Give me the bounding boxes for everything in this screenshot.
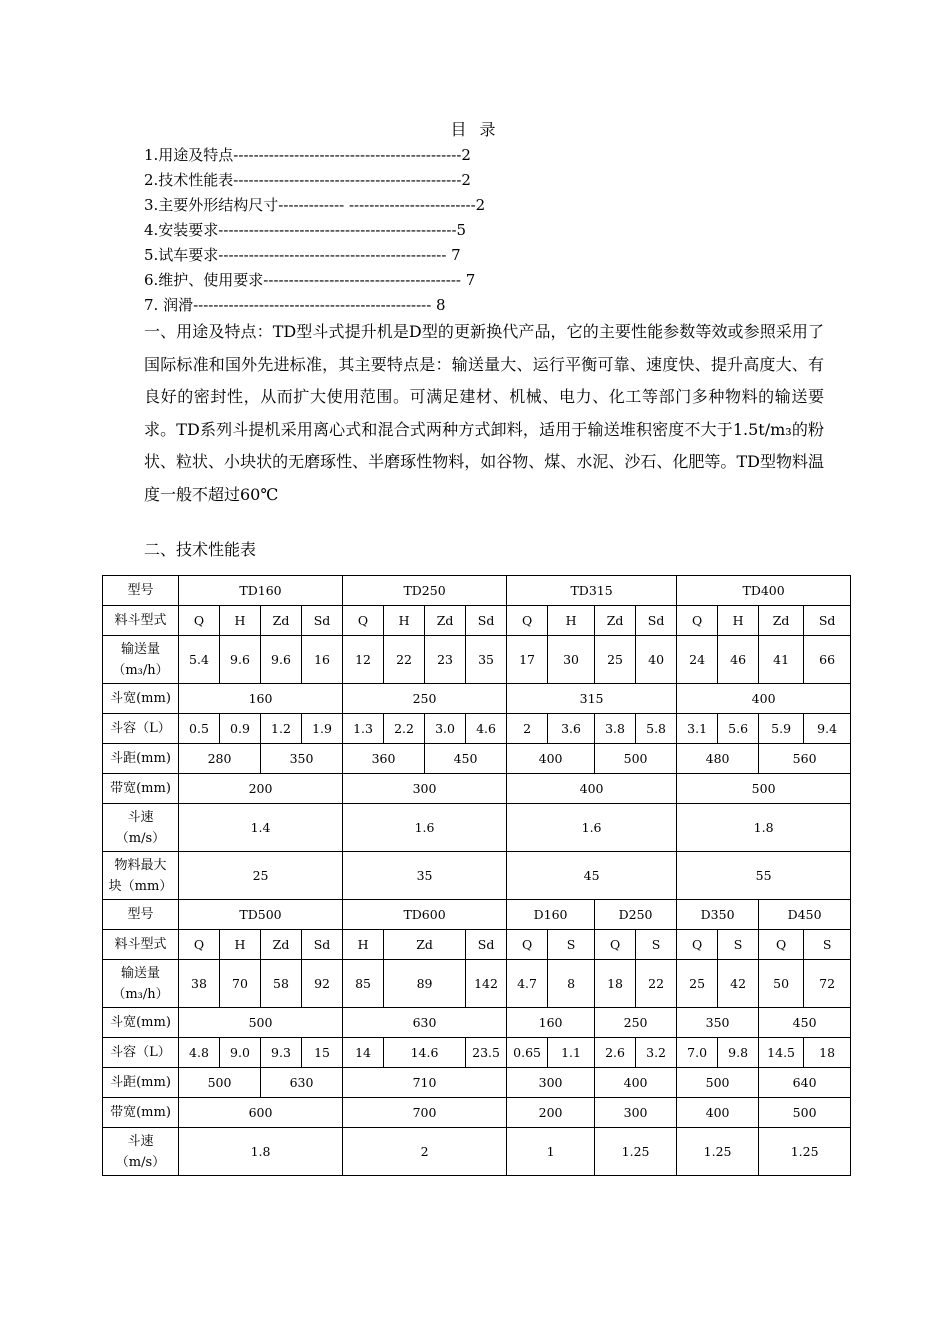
bucket-type-cell: Sd (302, 606, 343, 636)
capacity-cell: 30 (548, 636, 595, 684)
volume-cell: 2.6 (595, 1038, 636, 1068)
speed-cell: 1 (507, 1128, 595, 1176)
bucket-type-cell: Zd (425, 606, 466, 636)
volume-cell: 23.5 (466, 1038, 507, 1068)
capacity-cell: 72 (804, 960, 851, 1008)
pitch-cell: 300 (507, 1068, 595, 1098)
capacity-cell: 17 (507, 636, 548, 684)
toc-title: 目 录 (450, 120, 500, 139)
belt-cell: 500 (677, 774, 851, 804)
volume-cell: 9.8 (718, 1038, 759, 1068)
spec-table (102, 575, 851, 1176)
belt-cell: 500 (759, 1098, 851, 1128)
row-label: 输送量 （m₃/h） (103, 960, 179, 1008)
row-label: 斗距(mm) (103, 744, 179, 774)
bucket-type-cell: Sd (466, 606, 507, 636)
row-label: 斗容（L） (103, 1038, 179, 1068)
bucket-type-cell: H (220, 930, 261, 960)
speed-cell: 1.6 (507, 804, 677, 852)
width-cell: 315 (507, 684, 677, 714)
pitch-cell: 500 (677, 1068, 759, 1098)
table-row (103, 774, 851, 804)
capacity-cell: 38 (179, 960, 220, 1008)
row-label: 斗宽(mm) (103, 684, 179, 714)
row-label: 斗速 （m/s） (103, 1128, 179, 1176)
bucket-type-cell: Q (507, 930, 548, 960)
volume-cell: 5.8 (636, 714, 677, 744)
row-label: 带宽(mm) (103, 1098, 179, 1128)
volume-cell: 0.5 (179, 714, 220, 744)
belt-cell: 400 (507, 774, 677, 804)
bucket-type-cell: S (718, 930, 759, 960)
bucket-type-cell: Q (507, 606, 548, 636)
capacity-cell: 25 (677, 960, 718, 1008)
bucket-type-cell: Q (595, 930, 636, 960)
speed-cell: 1.25 (677, 1128, 759, 1176)
table-row (103, 1068, 851, 1098)
capacity-cell: 22 (384, 636, 425, 684)
row-label: 物料最大 块（mm） (103, 852, 179, 900)
bucket-type-cell: Q (343, 606, 384, 636)
pitch-cell: 480 (677, 744, 759, 774)
model-cell: D350 (677, 900, 759, 930)
capacity-cell: 8 (548, 960, 595, 1008)
capacity-cell: 24 (677, 636, 718, 684)
width-cell: 500 (179, 1008, 343, 1038)
width-cell: 160 (179, 684, 343, 714)
capacity-cell: 46 (718, 636, 759, 684)
table-row (103, 1128, 851, 1176)
speed-cell: 1.25 (595, 1128, 677, 1176)
table-of-contents (144, 143, 664, 318)
speed-cell: 1.4 (179, 804, 343, 852)
speed-cell: 1.25 (759, 1128, 851, 1176)
row-label: 输送量 （m₃/h） (103, 636, 179, 684)
volume-cell: 3.2 (636, 1038, 677, 1068)
lump-cell: 25 (179, 852, 343, 900)
row-label: 斗距(mm) (103, 1068, 179, 1098)
table-row (103, 852, 851, 900)
capacity-cell: 18 (595, 960, 636, 1008)
volume-cell: 0.9 (220, 714, 261, 744)
bucket-type-cell: Q (179, 606, 220, 636)
capacity-cell: 25 (595, 636, 636, 684)
table-row (103, 930, 851, 960)
bucket-type-cell: Sd (804, 606, 851, 636)
width-cell: 250 (343, 684, 507, 714)
bucket-type-cell: H (220, 606, 261, 636)
belt-cell: 300 (595, 1098, 677, 1128)
belt-cell: 400 (677, 1098, 759, 1128)
volume-cell: 14.5 (759, 1038, 804, 1068)
table-row (103, 606, 851, 636)
volume-cell: 9.3 (261, 1038, 302, 1068)
width-cell: 160 (507, 1008, 595, 1038)
pitch-cell: 500 (179, 1068, 261, 1098)
bucket-type-cell: Zd (384, 930, 466, 960)
capacity-cell: 40 (636, 636, 677, 684)
row-label: 斗容（L） (103, 714, 179, 744)
volume-cell: 7.0 (677, 1038, 718, 1068)
bucket-type-cell: H (343, 930, 384, 960)
volume-cell: 5.9 (759, 714, 804, 744)
volume-cell: 1.1 (548, 1038, 595, 1068)
bucket-type-cell: Sd (466, 930, 507, 960)
volume-cell: 4.8 (179, 1038, 220, 1068)
row-label: 斗速 （m/s） (103, 804, 179, 852)
volume-cell: 3.1 (677, 714, 718, 744)
toc-entry[interactable]: 2.技术性能表---------------------------------------------2 (144, 171, 471, 189)
table-row (103, 576, 851, 606)
pitch-cell: 630 (261, 1068, 343, 1098)
speed-cell: 1.6 (343, 804, 507, 852)
table-row (103, 960, 851, 1008)
bucket-type-cell: Q (677, 606, 718, 636)
section1-paragraph: 一、用途及特点：TD型斗式提升机是D型的更新换代产品，它的主要性能参数等效或参照采用了国际标准和国外先进标准，其主要特点是：输送量大、运行平衡可靠、速度快、提升高度大、有良好的密封性，从而扩大使用范围。可满足建材、机械、电力、化工等部门多种物料的输送要求。TD系列斗提机采用离心式和混合式两种方式卸料，适用于输送堆积密度不大于1.5t/m₃的粉状、粒状、小块状的无磨琢性、半磨琢性物料，如谷物、煤、水泥、沙石、化肥等。TD型物料温度一般不超过60℃ (144, 322, 824, 504)
volume-cell: 1.9 (302, 714, 343, 744)
toc-entry[interactable]: 3.主要外形结构尺寸------------- -------------------------2 (144, 196, 486, 214)
bucket-type-cell: H (718, 606, 759, 636)
bucket-type-cell: Zd (595, 606, 636, 636)
row-label: 料斗型式 (103, 606, 179, 636)
width-cell: 400 (677, 684, 851, 714)
model-cell: D250 (595, 900, 677, 930)
speed-cell: 1.8 (179, 1128, 343, 1176)
volume-cell: 3.6 (548, 714, 595, 744)
volume-cell: 1.3 (343, 714, 384, 744)
capacity-cell: 50 (759, 960, 804, 1008)
volume-cell: 1.2 (261, 714, 302, 744)
lump-cell: 55 (677, 852, 851, 900)
volume-cell: 14.6 (384, 1038, 466, 1068)
pitch-cell: 400 (507, 744, 595, 774)
capacity-cell: 142 (466, 960, 507, 1008)
volume-cell: 9.0 (220, 1038, 261, 1068)
capacity-cell: 23 (425, 636, 466, 684)
volume-cell: 3.8 (595, 714, 636, 744)
lump-cell: 45 (507, 852, 677, 900)
model-cell: TD315 (507, 576, 677, 606)
table-row (103, 1008, 851, 1038)
belt-cell: 300 (343, 774, 507, 804)
capacity-cell: 85 (343, 960, 384, 1008)
model-cell: TD400 (677, 576, 851, 606)
bucket-type-cell: Q (179, 930, 220, 960)
section2-heading: 二、技术性能表 (144, 540, 257, 559)
width-cell: 350 (677, 1008, 759, 1038)
capacity-cell: 9.6 (220, 636, 261, 684)
bucket-type-cell: S (548, 930, 595, 960)
capacity-cell: 12 (343, 636, 384, 684)
capacity-cell: 16 (302, 636, 343, 684)
toc-entry[interactable]: 5.试车要求--------------------------------------------- 7 (144, 246, 461, 264)
lump-cell: 35 (343, 852, 507, 900)
table-row (103, 1038, 851, 1068)
volume-cell: 15 (302, 1038, 343, 1068)
bucket-type-cell: Zd (261, 606, 302, 636)
volume-cell: 2.2 (384, 714, 425, 744)
pitch-cell: 560 (759, 744, 851, 774)
capacity-cell: 22 (636, 960, 677, 1008)
toc-entry[interactable]: 7. 润滑----------------------------------------------- 8 (144, 296, 446, 314)
pitch-cell: 450 (425, 744, 507, 774)
model-cell: TD160 (179, 576, 343, 606)
row-label: 斗宽(mm) (103, 1008, 179, 1038)
volume-cell: 14 (343, 1038, 384, 1068)
capacity-cell: 66 (804, 636, 851, 684)
table-row (103, 636, 851, 684)
volume-cell: 3.0 (425, 714, 466, 744)
bucket-type-cell: Zd (261, 930, 302, 960)
capacity-cell: 41 (759, 636, 804, 684)
bucket-type-cell: Sd (636, 606, 677, 636)
belt-cell: 200 (179, 774, 343, 804)
pitch-cell: 400 (595, 1068, 677, 1098)
bucket-type-cell: Sd (302, 930, 343, 960)
capacity-cell: 9.6 (261, 636, 302, 684)
bucket-type-cell: S (804, 930, 851, 960)
pitch-cell: 360 (343, 744, 425, 774)
volume-cell: 5.6 (718, 714, 759, 744)
width-cell: 630 (343, 1008, 507, 1038)
capacity-cell: 5.4 (179, 636, 220, 684)
table-row (103, 900, 851, 930)
table-row (103, 744, 851, 774)
toc-entry[interactable]: 4.安装要求-----------------------------------------------5 (144, 221, 467, 239)
pitch-cell: 500 (595, 744, 677, 774)
model-cell: D160 (507, 900, 595, 930)
bucket-type-cell: H (384, 606, 425, 636)
volume-cell: 2 (507, 714, 548, 744)
capacity-cell: 42 (718, 960, 759, 1008)
bucket-type-cell: H (548, 606, 595, 636)
model-cell: D450 (759, 900, 851, 930)
bucket-type-cell: Zd (759, 606, 804, 636)
bucket-type-cell: S (636, 930, 677, 960)
row-label: 型号 (103, 900, 179, 930)
pitch-cell: 280 (179, 744, 261, 774)
belt-cell: 700 (343, 1098, 507, 1128)
row-label: 带宽(mm) (103, 774, 179, 804)
row-label: 料斗型式 (103, 930, 179, 960)
table-row (103, 804, 851, 852)
belt-cell: 200 (507, 1098, 595, 1128)
volume-cell: 4.6 (466, 714, 507, 744)
capacity-cell: 92 (302, 960, 343, 1008)
capacity-cell: 35 (466, 636, 507, 684)
speed-cell: 1.8 (677, 804, 851, 852)
model-cell: TD250 (343, 576, 507, 606)
capacity-cell: 70 (220, 960, 261, 1008)
volume-cell: 9.4 (804, 714, 851, 744)
bucket-type-cell: Q (759, 930, 804, 960)
bucket-type-cell: Q (677, 930, 718, 960)
row-label: 型号 (103, 576, 179, 606)
table-row (103, 684, 851, 714)
volume-cell: 18 (804, 1038, 851, 1068)
table-row (103, 1098, 851, 1128)
pitch-cell: 350 (261, 744, 343, 774)
toc-entry[interactable]: 6.维护、使用要求--------------------------------------- 7 (144, 271, 476, 289)
belt-cell: 600 (179, 1098, 343, 1128)
pitch-cell: 640 (759, 1068, 851, 1098)
width-cell: 250 (595, 1008, 677, 1038)
toc-entry[interactable]: 1.用途及特点---------------------------------------------2 (144, 146, 471, 164)
capacity-cell: 4.7 (507, 960, 548, 1008)
model-cell: TD500 (179, 900, 343, 930)
volume-cell: 0.65 (507, 1038, 548, 1068)
capacity-cell: 58 (261, 960, 302, 1008)
model-cell: TD600 (343, 900, 507, 930)
table-row (103, 714, 851, 744)
capacity-cell: 89 (384, 960, 466, 1008)
speed-cell: 2 (343, 1128, 507, 1176)
width-cell: 450 (759, 1008, 851, 1038)
pitch-cell: 710 (343, 1068, 507, 1098)
